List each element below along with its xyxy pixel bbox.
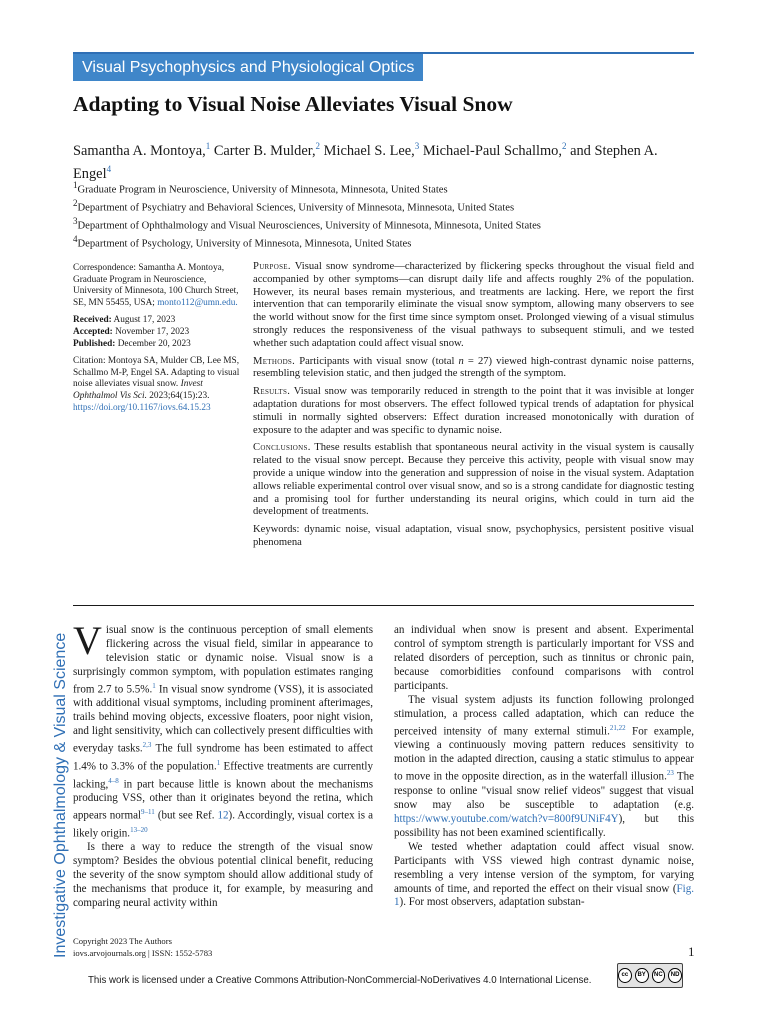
citation-volume: 2023;64(15):23. bbox=[149, 390, 210, 401]
citation-ref[interactable]: 4–8 bbox=[108, 776, 119, 785]
citation-ref[interactable]: 1 bbox=[152, 681, 156, 690]
body-paragraph bbox=[394, 694, 694, 841]
methods-label: Methods. bbox=[253, 355, 296, 367]
methods-text: Participants with visual snow (total bbox=[299, 355, 455, 367]
citation-ref[interactable]: 21,22 bbox=[609, 723, 626, 732]
abstract-methods bbox=[253, 356, 694, 382]
nc-icon: NC bbox=[652, 968, 666, 983]
body-text: isual snow is the continuous perception of small elements flickering across the visual field, similar in appearance to television static or dynamic noise. Visual snow is a surprisingly common symptom, with population estimates ranging from 2.7 to 5.5%. bbox=[73, 624, 373, 696]
affiliation bbox=[73, 233, 541, 251]
body-paragraph bbox=[394, 841, 694, 911]
body-text: ), but this possibility has not been examined scientifically. bbox=[394, 812, 694, 839]
issn: iovs.arvojournals.org | ISSN: 1552-5783 bbox=[73, 947, 213, 958]
cc-license-badge[interactable] bbox=[617, 963, 683, 988]
published-label: Published: bbox=[73, 338, 116, 349]
conclusions-label: Conclusions. bbox=[253, 442, 311, 454]
body-paragraph: Is there a way to reduce the strength of the visual snow symptom? Besides the obvious potential clinical benefit, reducing the severity of the snow symptom should allow additional study of the mechanisms that produce it, for example, by measuring and comparing neural activity within bbox=[73, 841, 373, 910]
results-label: Results. bbox=[253, 386, 291, 398]
author[interactable]: Carter B. Mulder, bbox=[213, 142, 316, 159]
author[interactable]: and Stephen A. Engel bbox=[73, 142, 658, 182]
body-text: Effective treatments are currently lacking, bbox=[73, 760, 373, 791]
author-affil-sup[interactable]: 1 bbox=[205, 141, 211, 151]
author-list bbox=[73, 137, 693, 183]
correspondence bbox=[73, 263, 245, 309]
body-text: (but see Ref. bbox=[154, 809, 218, 822]
methods-text-cont: = 27) viewed high-contrast dynamic noise patterns, resembling television static, and then judged the strength of the symptom. bbox=[253, 355, 694, 380]
author[interactable]: Michael S. Lee, bbox=[323, 142, 415, 159]
abstract bbox=[253, 261, 694, 555]
body-text: The full syndrome has been estimated to affect 1.4% to 3.3% of the population. bbox=[73, 742, 373, 773]
nd-icon: ND bbox=[668, 968, 682, 983]
methods-n: n bbox=[458, 355, 464, 367]
citation-text: Citation: Montoya SA, Mulder CB, Lee MS, Schallmo M-P, Engel SA. Adapting to visual noise alleviates visual snow. bbox=[73, 356, 240, 390]
affil-sup: 3 bbox=[73, 216, 78, 227]
received-label: Received: bbox=[73, 315, 112, 326]
affil-sup: 1 bbox=[73, 180, 78, 190]
body-text: The visual system adjusts its function following prolonged stimulation, a process called adaptation, which can reduce the perceived intensity of many external stimuli. bbox=[394, 693, 694, 738]
purpose-text: Visual snow syndrome—characterized by flickering specks throughout the visual field and accompanied by other symptoms—can disrupt daily life and affects roughly 2% of the population. However, its neural bases remain mysterious, and treatments are lacking. Here, we report the first intervention that can temporarily eliminate the visual snow symptom, allowing many observers to see the world without snow for the first time since symptom onset. Prolonged viewing of a visual stimulus strongly reduces the responsiveness of the visual pathways to subsequent stimuli, and we tested whether such adaptation could affect visual snow. bbox=[253, 261, 694, 349]
affil-sup: 4 bbox=[73, 234, 78, 245]
body-paragraph: an individual when snow is present and absent. Experimental control of symptom strength is particularly important for VSS and related disorders of perception, such as tinnitus or chronic pain, because comorbidities confound comparisons with control participants. bbox=[394, 624, 694, 692]
citation bbox=[73, 356, 245, 414]
section-header bbox=[73, 52, 694, 81]
body-column-left bbox=[73, 618, 373, 911]
divider bbox=[73, 605, 694, 606]
affiliations bbox=[73, 179, 541, 251]
doi-link[interactable]: https://doi.org/10.1167/iovs.64.15.23 bbox=[73, 402, 211, 413]
body-text: ). Accordingly, visual cortex is a likely origin. bbox=[73, 809, 373, 840]
citation-ref[interactable]: 13–20 bbox=[130, 825, 148, 834]
body-paragraph bbox=[73, 618, 373, 841]
affiliation bbox=[73, 197, 541, 215]
body-text: in part because little is known about the mechanisms producing VSS, other than it originates beyond the retina, which appears normal bbox=[73, 778, 373, 822]
article-title: Adapting to Visual Noise Alleviates Visual Snow bbox=[73, 92, 513, 116]
page-number: 1 bbox=[688, 944, 695, 959]
reference-link[interactable]: 12 bbox=[217, 809, 229, 822]
affil-sup: 2 bbox=[73, 198, 78, 209]
cc-icon: cc bbox=[618, 968, 632, 983]
citation-ref[interactable]: 1 bbox=[216, 758, 221, 767]
article-meta bbox=[73, 263, 245, 420]
copyright: Copyright 2023 The Authors bbox=[73, 936, 172, 946]
affil-text: Department of Psychiatry and Behavioral Sciences, University of Minnesota, Minnesota, United States bbox=[77, 202, 515, 214]
youtube-link[interactable]: https://www.youtube.com/watch?v=800f9UNiF4Y bbox=[394, 812, 619, 825]
accepted-label: Accepted: bbox=[73, 326, 113, 337]
dates bbox=[73, 315, 245, 350]
citation-ref[interactable]: 9–11 bbox=[141, 808, 155, 817]
body-text: We tested whether adaptation could affect visual snow. Participants with VSS viewed high contrast dynamic noise, resembling a very intense version of the symptom, for varying amounts of time, and reported the effect on their visual snow ( bbox=[394, 840, 694, 895]
author[interactable]: Samantha A. Montoya, bbox=[73, 142, 206, 159]
journal-side-label: Investigative Ophthalmology & Visual Science bbox=[52, 632, 69, 958]
body-text: In visual snow syndrome (VSS), it is associated with additional visual symptoms, including prominent afterimages, trails behind moving objects, excessive floaters, poor night vision, and light sensitivity, which can collectively present difficulties with everyday tasks. bbox=[73, 683, 373, 755]
affiliation bbox=[73, 215, 541, 233]
received-date: August 17, 2023 bbox=[113, 315, 176, 326]
abstract-conclusions bbox=[253, 442, 694, 519]
footer-info bbox=[73, 936, 212, 959]
by-icon: BY bbox=[635, 968, 649, 983]
author-affil-sup[interactable]: 3 bbox=[414, 141, 420, 151]
correspondence-text: Correspondence: Samantha A. Montoya, Graduate Program in Neuroscience, University of Minnesota, 100 Church Street, SE, MN 55455, USA; bbox=[73, 263, 239, 308]
purpose-label: Purpose. bbox=[253, 261, 291, 272]
published-date: December 20, 2023 bbox=[117, 338, 191, 349]
email-link[interactable]: monto112@umn.edu. bbox=[157, 297, 238, 308]
keywords: Keywords: dynamic noise, visual adaptation, visual snow, psychophysics, persistent positive visual phenomena bbox=[253, 524, 694, 548]
accepted-date: November 17, 2023 bbox=[115, 326, 190, 337]
author[interactable]: Michael-Paul Schallmo, bbox=[422, 142, 562, 159]
drop-cap: V bbox=[73, 618, 102, 663]
abstract-purpose bbox=[253, 261, 694, 351]
body-text: The response to online "visual snow relief videos" suggest that visual snow may also be susceptible to adaptation (e.g. bbox=[394, 770, 694, 811]
affil-text: Department of Ophthalmology and Visual Neurosciences, University of Minnesota, Minnesota, United States bbox=[77, 220, 541, 232]
license-text: This work is licensed under a Creative Commons Attribution-NonCommercial-NoDerivatives 4.0 International License. bbox=[88, 975, 592, 986]
conclusions-text: These results establish that spontaneous neural activity in the visual system is causally related to the visual snow percept. Because they perceive this activity, people with visual snow may provide a unique window into the generation and suppression of noise in the visual system. Adaptation allows reliable experimental control over visual snow, and so is a strong candidate for diagnostic testing and a promising tool for further understanding its neural origins, which could in turn aid the development of treatments. bbox=[253, 442, 694, 518]
abstract-results bbox=[253, 386, 694, 437]
body-column-right bbox=[394, 624, 694, 910]
body-text: ). For most observers, adaptation substan- bbox=[399, 896, 585, 909]
author-affil-sup[interactable]: 2 bbox=[561, 141, 567, 151]
figure-link[interactable]: Fig. 1 bbox=[394, 882, 694, 909]
results-text: Visual snow was temporarily reduced in strength to the point that it was invisible at longer adaptation durations for most observers. The effect followed typical trends of adaptation for physical stimuli in normally sighted observers: Effect duration increased monotonically with duration of exposure to the adapter and was specific to dynamic noise. bbox=[253, 386, 694, 436]
citation-journal: Invest Ophthalmol Vis Sci. bbox=[73, 379, 203, 401]
affil-text: Graduate Program in Neuroscience, University of Minnesota, Minnesota, United States bbox=[77, 184, 448, 196]
author-affil-sup[interactable]: 2 bbox=[315, 141, 321, 151]
citation-ref[interactable]: 2,3 bbox=[142, 741, 152, 750]
author-affil-sup[interactable]: 4 bbox=[106, 163, 112, 174]
section-tag: Visual Psychophysics and Physiological Optics bbox=[73, 54, 423, 81]
citation-ref[interactable]: 23 bbox=[666, 769, 674, 778]
affiliation bbox=[73, 179, 541, 197]
affil-text: Department of Psychology, University of Minnesota, Minnesota, United States bbox=[77, 238, 412, 250]
body-text: For example, viewing a continuously moving pattern reduces sensitivity to motion in the adapted direction, causing a static stimulus to appear to move in the opposite direction, as in the waterfall illusion. bbox=[394, 725, 694, 783]
